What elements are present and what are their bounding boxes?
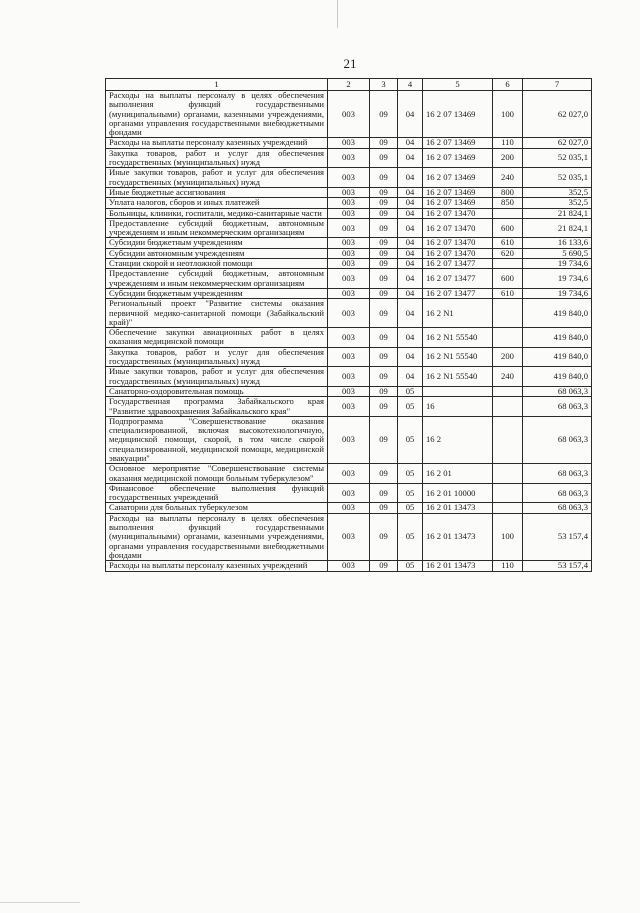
row-name: Санатории для больных туберкулезом xyxy=(106,503,328,513)
row-name: Субсидии бюджетным учреждениям xyxy=(106,288,328,298)
row-section-code: 09 xyxy=(370,148,398,168)
row-amount: 21 824,1 xyxy=(523,218,592,238)
header-col-3: 3 xyxy=(370,79,398,91)
row-target-article: 16 2 N1 55540 xyxy=(423,328,493,348)
row-section-code: 09 xyxy=(370,503,398,513)
row-expense-type xyxy=(493,208,523,218)
table-row xyxy=(106,397,592,417)
row-expense-type xyxy=(493,328,523,348)
row-target-article: 16 2 07 13477 xyxy=(423,269,493,289)
table-row xyxy=(106,238,592,248)
row-section-code: 09 xyxy=(370,386,398,396)
row-amount: 53 157,4 xyxy=(523,561,592,571)
row-name: Иные бюджетные ассигнования xyxy=(106,187,328,197)
row-name: Больницы, клиники, госпитали, медико-санитарные части xyxy=(106,208,328,218)
table-row xyxy=(106,168,592,188)
row-name: Санаторно-оздоровительная помощь xyxy=(106,386,328,396)
row-target-article: 16 2 01 13473 xyxy=(423,561,493,571)
row-amount: 352,5 xyxy=(523,198,592,208)
row-gr-code: 003 xyxy=(328,218,370,238)
row-section-code: 09 xyxy=(370,208,398,218)
row-expense-type xyxy=(493,397,523,417)
row-gr-code: 003 xyxy=(328,269,370,289)
table-row xyxy=(106,259,592,269)
row-name: Станции скорой и неотложной помощи xyxy=(106,259,328,269)
row-amount: 19 734,6 xyxy=(523,269,592,289)
row-target-article: 16 2 01 10000 xyxy=(423,483,493,503)
row-target-article: 16 2 01 13473 xyxy=(423,503,493,513)
row-target-article: 16 2 07 13470 xyxy=(423,248,493,258)
row-gr-code: 003 xyxy=(328,416,370,463)
row-subsection-code: 04 xyxy=(398,347,423,367)
row-subsection-code: 05 xyxy=(398,513,423,560)
row-amount: 5 690,5 xyxy=(523,248,592,258)
row-subsection-code: 04 xyxy=(398,218,423,238)
row-expense-type: 800 xyxy=(493,187,523,197)
row-name: Уплата налогов, сборов и иных платежей xyxy=(106,198,328,208)
row-gr-code: 003 xyxy=(328,513,370,560)
row-name: Иные закупки товаров, работ и услуг для обеспечения государственных (муниципальных) нужд xyxy=(106,367,328,387)
row-section-code: 09 xyxy=(370,288,398,298)
row-expense-type: 610 xyxy=(493,238,523,248)
table-row xyxy=(106,269,592,289)
header-col-6: 6 xyxy=(493,79,523,91)
table-row xyxy=(106,386,592,396)
table-row xyxy=(106,91,592,138)
row-name: Расходы на выплаты персоналу в целях обеспечения выполнения функций государственными (муниципальными) органами, казенными учреждениями, органами управления государственными внебюджетными фондами xyxy=(106,513,328,560)
row-subsection-code: 05 xyxy=(398,503,423,513)
row-subsection-code: 04 xyxy=(398,367,423,387)
header-col-4: 4 xyxy=(398,79,423,91)
row-target-article: 16 2 N1 55540 xyxy=(423,367,493,387)
fold-line xyxy=(337,0,338,28)
row-expense-type: 610 xyxy=(493,288,523,298)
row-target-article: 16 2 07 13477 xyxy=(423,288,493,298)
table-row xyxy=(106,561,592,571)
row-expense-type: 240 xyxy=(493,367,523,387)
row-target-article: 16 2 07 13469 xyxy=(423,91,493,138)
row-name: Финансовое обеспечение выполнения функций государственных учреждений xyxy=(106,483,328,503)
row-expense-type: 600 xyxy=(493,269,523,289)
row-subsection-code: 04 xyxy=(398,198,423,208)
row-gr-code: 003 xyxy=(328,367,370,387)
row-section-code: 09 xyxy=(370,299,398,328)
budget-table xyxy=(105,78,592,572)
row-subsection-code: 04 xyxy=(398,259,423,269)
row-section-code: 09 xyxy=(370,168,398,188)
row-amount: 19 734,6 xyxy=(523,259,592,269)
row-subsection-code: 05 xyxy=(398,561,423,571)
table-row xyxy=(106,464,592,484)
row-section-code: 09 xyxy=(370,397,398,417)
row-gr-code: 003 xyxy=(328,248,370,258)
row-subsection-code: 04 xyxy=(398,91,423,138)
row-name: Обеспечение закупки авиационных работ в целях оказания медицинской помощи xyxy=(106,328,328,348)
table-body xyxy=(106,91,592,572)
row-expense-type: 600 xyxy=(493,218,523,238)
row-gr-code: 003 xyxy=(328,464,370,484)
table-row xyxy=(106,198,592,208)
row-expense-type: 110 xyxy=(493,138,523,148)
row-subsection-code: 04 xyxy=(398,187,423,197)
row-amount: 62 027,0 xyxy=(523,91,592,138)
row-subsection-code: 04 xyxy=(398,328,423,348)
row-name: Субсидии бюджетным учреждениям xyxy=(106,238,328,248)
row-name: Предоставление субсидий бюджетным, автономным учреждениям и иным некоммерческим организациям xyxy=(106,218,328,238)
row-name: Основное мероприятие "Совершенствование системы оказания медицинской помощи больным туберкулезом" xyxy=(106,464,328,484)
row-section-code: 09 xyxy=(370,561,398,571)
row-name: Предоставление субсидий бюджетным, автономным учреждениям и иным некоммерческим организациям xyxy=(106,269,328,289)
row-gr-code: 003 xyxy=(328,238,370,248)
row-section-code: 09 xyxy=(370,238,398,248)
row-section-code: 09 xyxy=(370,259,398,269)
table-row xyxy=(106,483,592,503)
row-amount: 16 133,6 xyxy=(523,238,592,248)
row-amount: 419 840,0 xyxy=(523,328,592,348)
row-name: Государственная программа Забайкальского края "Развитие здравоохранения Забайкальского края" xyxy=(106,397,328,417)
row-subsection-code: 05 xyxy=(398,397,423,417)
row-subsection-code: 04 xyxy=(398,148,423,168)
table-row xyxy=(106,148,592,168)
row-name: Подпрограмма "Совершенствование оказания специализированной, включая высокотехнологичную, медицинской помощи, скорой, в том числе скорой специализированной, медицинской помощи, медицинской эвакуации" xyxy=(106,416,328,463)
row-amount: 19 734,6 xyxy=(523,288,592,298)
row-target-article: 16 2 xyxy=(423,416,493,463)
page-number: 21 xyxy=(343,56,357,71)
header-col-5: 5 xyxy=(423,79,493,91)
row-name: Расходы на выплаты персоналу в целях обеспечения выполнения функций государственными (муниципальными) органами, казенными учреждениями, органами управления государственными внебюджетными фондами xyxy=(106,91,328,138)
row-section-code: 09 xyxy=(370,513,398,560)
row-section-code: 09 xyxy=(370,198,398,208)
header-row xyxy=(106,79,592,91)
row-amount: 68 063,3 xyxy=(523,483,592,503)
table-row xyxy=(106,248,592,258)
row-target-article: 16 2 07 13469 xyxy=(423,148,493,168)
row-gr-code: 003 xyxy=(328,168,370,188)
row-gr-code: 003 xyxy=(328,483,370,503)
table-row xyxy=(106,288,592,298)
row-gr-code: 003 xyxy=(328,259,370,269)
row-subsection-code: 04 xyxy=(398,238,423,248)
row-section-code: 09 xyxy=(370,328,398,348)
bottom-scan-mark xyxy=(0,902,80,903)
row-amount: 68 063,3 xyxy=(523,416,592,463)
row-target-article: 16 xyxy=(423,397,493,417)
table-row xyxy=(106,299,592,328)
row-section-code: 09 xyxy=(370,483,398,503)
table-row xyxy=(106,218,592,238)
row-amount: 52 035,1 xyxy=(523,148,592,168)
table-row xyxy=(106,367,592,387)
row-gr-code: 003 xyxy=(328,386,370,396)
row-amount: 68 063,3 xyxy=(523,386,592,396)
row-expense-type xyxy=(493,503,523,513)
row-name: Региональный проект "Развитие системы оказания первичной медико-санитарной помощи (Забайкальский край)" xyxy=(106,299,328,328)
header-col-2: 2 xyxy=(328,79,370,91)
row-subsection-code: 05 xyxy=(398,464,423,484)
row-amount: 21 824,1 xyxy=(523,208,592,218)
row-expense-type xyxy=(493,464,523,484)
header-col-7: 7 xyxy=(523,79,592,91)
row-target-article: 16 2 01 13473 xyxy=(423,513,493,560)
row-amount: 68 063,3 xyxy=(523,503,592,513)
row-expense-type: 200 xyxy=(493,347,523,367)
row-expense-type xyxy=(493,416,523,463)
row-gr-code: 003 xyxy=(328,208,370,218)
row-subsection-code: 04 xyxy=(398,168,423,188)
row-section-code: 09 xyxy=(370,464,398,484)
row-section-code: 09 xyxy=(370,269,398,289)
row-name: Закупка товаров, работ и услуг для обеспечения государственных (муниципальных) нужд xyxy=(106,347,328,367)
row-name: Закупка товаров, работ и услуг для обеспечения государственных (муниципальных) нужд xyxy=(106,148,328,168)
row-amount: 419 840,0 xyxy=(523,347,592,367)
table-row xyxy=(106,347,592,367)
table-row xyxy=(106,187,592,197)
row-section-code: 09 xyxy=(370,367,398,387)
row-expense-type: 850 xyxy=(493,198,523,208)
row-subsection-code: 05 xyxy=(398,416,423,463)
row-subsection-code: 04 xyxy=(398,248,423,258)
row-expense-type xyxy=(493,259,523,269)
row-amount: 419 840,0 xyxy=(523,299,592,328)
row-target-article: 16 2 07 13469 xyxy=(423,198,493,208)
row-target-article: 16 2 01 xyxy=(423,464,493,484)
row-expense-type: 100 xyxy=(493,513,523,560)
row-target-article: 16 2 07 13470 xyxy=(423,238,493,248)
row-amount: 419 840,0 xyxy=(523,367,592,387)
row-amount: 62 027,0 xyxy=(523,138,592,148)
table-row xyxy=(106,503,592,513)
row-gr-code: 003 xyxy=(328,138,370,148)
row-gr-code: 003 xyxy=(328,198,370,208)
row-expense-type: 200 xyxy=(493,148,523,168)
row-expense-type xyxy=(493,483,523,503)
row-target-article: 16 2 07 13469 xyxy=(423,168,493,188)
row-amount: 68 063,3 xyxy=(523,464,592,484)
row-section-code: 09 xyxy=(370,138,398,148)
row-amount: 53 157,4 xyxy=(523,513,592,560)
table-row xyxy=(106,513,592,560)
row-expense-type: 620 xyxy=(493,248,523,258)
row-target-article: 16 2 07 13469 xyxy=(423,187,493,197)
row-section-code: 09 xyxy=(370,347,398,367)
row-gr-code: 003 xyxy=(328,91,370,138)
row-target-article: 16 2 07 13470 xyxy=(423,208,493,218)
row-section-code: 09 xyxy=(370,187,398,197)
row-expense-type: 100 xyxy=(493,91,523,138)
row-name: Расходы на выплаты персоналу казенных учреждений xyxy=(106,138,328,148)
table-row xyxy=(106,208,592,218)
row-subsection-code: 05 xyxy=(398,386,423,396)
row-subsection-code: 04 xyxy=(398,138,423,148)
row-subsection-code: 05 xyxy=(398,483,423,503)
row-target-article: 16 2 07 13470 xyxy=(423,218,493,238)
row-section-code: 09 xyxy=(370,248,398,258)
row-target-article: 16 2 N1 55540 xyxy=(423,347,493,367)
row-name: Расходы на выплаты персоналу казенных учреждений xyxy=(106,561,328,571)
row-name: Субсидии автономным учреждениям xyxy=(106,248,328,258)
table-row xyxy=(106,328,592,348)
row-subsection-code: 04 xyxy=(398,288,423,298)
row-target-article: 16 2 07 13477 xyxy=(423,259,493,269)
row-gr-code: 003 xyxy=(328,561,370,571)
row-subsection-code: 04 xyxy=(398,299,423,328)
row-gr-code: 003 xyxy=(328,299,370,328)
row-target-article: 16 2 07 13469 xyxy=(423,138,493,148)
row-gr-code: 003 xyxy=(328,148,370,168)
row-gr-code: 003 xyxy=(328,347,370,367)
row-expense-type: 110 xyxy=(493,561,523,571)
row-section-code: 09 xyxy=(370,416,398,463)
row-section-code: 09 xyxy=(370,91,398,138)
row-amount: 68 063,3 xyxy=(523,397,592,417)
row-subsection-code: 04 xyxy=(398,208,423,218)
table-row xyxy=(106,138,592,148)
row-expense-type: 240 xyxy=(493,168,523,188)
row-gr-code: 003 xyxy=(328,397,370,417)
row-gr-code: 003 xyxy=(328,288,370,298)
header-col-1: 1 xyxy=(106,79,328,91)
row-target-article xyxy=(423,386,493,396)
row-gr-code: 003 xyxy=(328,328,370,348)
row-gr-code: 003 xyxy=(328,503,370,513)
row-name: Иные закупки товаров, работ и услуг для обеспечения государственных (муниципальных) нужд xyxy=(106,168,328,188)
row-expense-type xyxy=(493,386,523,396)
row-amount: 52 035,1 xyxy=(523,168,592,188)
row-gr-code: 003 xyxy=(328,187,370,197)
row-section-code: 09 xyxy=(370,218,398,238)
row-subsection-code: 04 xyxy=(398,269,423,289)
row-expense-type xyxy=(493,299,523,328)
row-amount: 352,5 xyxy=(523,187,592,197)
table-row xyxy=(106,416,592,463)
row-target-article: 16 2 N1 xyxy=(423,299,493,328)
